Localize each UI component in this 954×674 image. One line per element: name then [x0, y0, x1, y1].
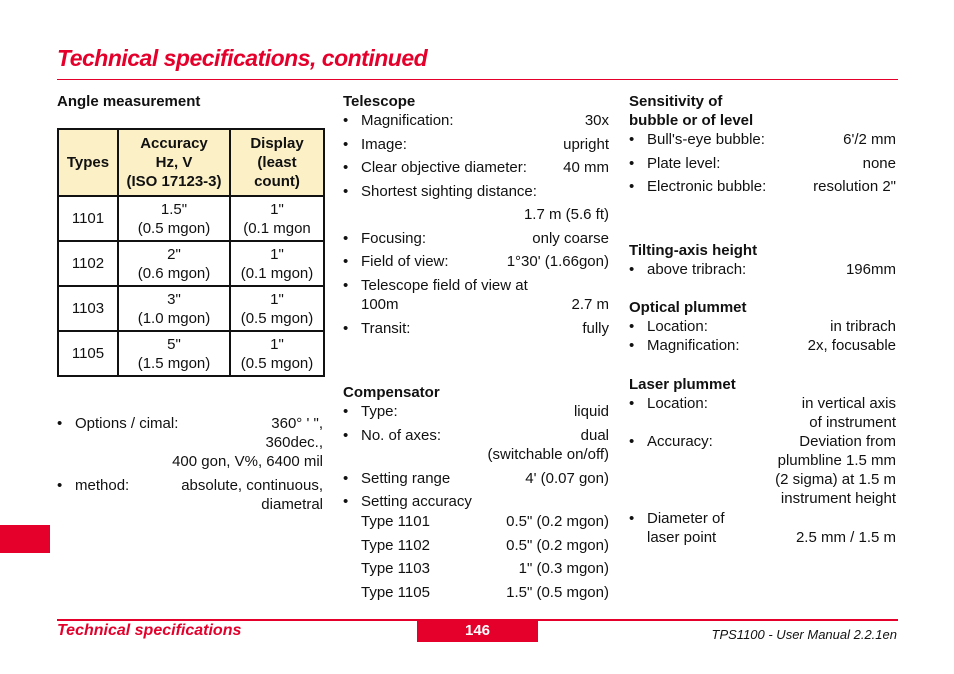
- list-item: [57, 414, 323, 476]
- bullet-icon: •: [629, 395, 635, 412]
- item-label: Electronic bubble:: [647, 178, 767, 195]
- sub-item-label: Type 1102: [361, 536, 430, 554]
- sub-item: [343, 536, 609, 560]
- header-rule: [57, 79, 898, 80]
- sensitivity-heading: Sensitivity of: [629, 93, 723, 110]
- bullet-icon: •: [57, 477, 63, 494]
- table-row: [58, 241, 324, 286]
- bullet-icon: •: [629, 510, 635, 527]
- table-header-row: [58, 129, 324, 196]
- bullet-icon: •: [629, 318, 635, 335]
- item-value: 30x: [584, 112, 609, 129]
- table-cell: 1101: [58, 196, 118, 241]
- list-item: [629, 432, 896, 509]
- table-header-display: Display (least count): [250, 135, 304, 190]
- item-value: 1°30' (1.66gon): [506, 253, 609, 270]
- table-cell: 3" (1.0 mgon): [118, 286, 230, 331]
- item-value: 196mm: [845, 261, 896, 278]
- item-label: Setting accuracy: [361, 493, 472, 510]
- angle-heading: Angle measurement: [57, 93, 201, 110]
- item-value: 4' (0.07 gon): [525, 470, 609, 487]
- table-cell: 1.5" (0.5 mgon): [118, 196, 230, 241]
- table-row: [58, 196, 324, 241]
- table-cell: 1103: [58, 286, 118, 331]
- list-item: [629, 317, 896, 336]
- item-label: Magnification:: [361, 112, 454, 129]
- sub-item-label: Type 1101: [361, 513, 430, 530]
- bullet-icon: •: [629, 337, 635, 354]
- item-label: Shortest sighting distance:: [361, 182, 537, 200]
- list-item: [343, 158, 609, 182]
- sensitivity-section: [629, 92, 896, 196]
- angle-spec-table: [57, 128, 325, 377]
- item-label: Transit:: [361, 319, 411, 337]
- table-row: [58, 286, 324, 331]
- sub-item: [343, 583, 609, 602]
- item-label-cont: 100m: [361, 295, 399, 313]
- list-item: [57, 476, 323, 513]
- bullet-icon: •: [343, 319, 349, 337]
- telescope-heading: Telescope: [343, 93, 416, 110]
- footer-manual-title: TPS1100 - User Manual 2.2.1en: [711, 627, 897, 642]
- bullet-icon: •: [629, 178, 635, 195]
- list-item: [629, 260, 896, 279]
- list-item: [343, 319, 609, 338]
- bullet-icon: •: [343, 112, 349, 129]
- item-value: 2x, focusable: [807, 337, 896, 354]
- list-item: [629, 509, 896, 547]
- table-cell: 1102: [58, 241, 118, 286]
- item-value: 40 mm: [563, 159, 609, 176]
- bullet-icon: •: [343, 493, 349, 510]
- item-label: No. of axes:: [361, 427, 442, 444]
- item-label: Accuracy:: [647, 433, 713, 450]
- item-value: 2.7 m: [571, 295, 609, 313]
- table-cell: 5" (1.5 mgon): [118, 331, 230, 376]
- tilting-section: [629, 241, 896, 279]
- item-label: Location:: [647, 318, 708, 335]
- bullet-icon: •: [629, 261, 635, 278]
- bullet-icon: •: [343, 159, 349, 176]
- bullet-icon: •: [343, 470, 349, 487]
- compensator-heading: Compensator: [343, 384, 440, 401]
- list-item: [343, 402, 609, 426]
- sub-item-value: 1" (0.3 mgon): [518, 560, 609, 577]
- footer-section-title: Technical specifications: [57, 622, 242, 639]
- item-value-cont: (switchable on/off): [487, 446, 609, 463]
- item-label: Image:: [361, 135, 407, 153]
- telescope-section: [343, 92, 609, 338]
- item-value: absolute, continuous, diametral: [181, 477, 323, 513]
- table-header-types: Types: [66, 154, 110, 171]
- item-value: none: [862, 154, 896, 172]
- bullet-icon: •: [57, 415, 63, 432]
- optical-plummet-section: [629, 298, 896, 355]
- compensator-section: [343, 383, 609, 602]
- item-value: Deviation from plumbline 1.5 mm (2 sigma) at 1.5 m instrument height: [775, 433, 896, 507]
- tilting-heading: Tilting-axis height: [629, 242, 758, 259]
- table-cell: 1" (0.1 mgon): [230, 241, 324, 286]
- table-row: [58, 331, 324, 376]
- sub-item: [343, 512, 609, 536]
- table-cell: 1105: [58, 331, 118, 376]
- bullet-icon: •: [343, 427, 349, 444]
- item-label: Telescope field of view at: [361, 276, 528, 294]
- table-cell: 1" (0.5 mgon): [230, 331, 324, 376]
- item-label: Plate level:: [647, 154, 721, 172]
- bullet-icon: •: [343, 182, 349, 200]
- sub-item-label: Type 1103: [361, 560, 430, 577]
- optical-heading: Optical plummet: [629, 299, 747, 316]
- angle-options-list: [57, 414, 323, 513]
- list-item: [629, 394, 896, 432]
- bullet-icon: •: [343, 276, 349, 294]
- item-value: in tribrach: [830, 318, 896, 335]
- list-item: [343, 111, 609, 135]
- table-cell: 2" (0.6 mgon): [118, 241, 230, 286]
- item-label: Setting range: [361, 470, 451, 487]
- list-item: [343, 276, 609, 319]
- item-value: 1.7 m (5.6 ft): [523, 206, 609, 223]
- list-item: [629, 177, 896, 196]
- item-label: above tribrach:: [647, 261, 747, 278]
- item-label: method:: [75, 477, 130, 494]
- list-item: [343, 469, 609, 492]
- sub-item-label: Type 1105: [361, 583, 430, 601]
- page-title: Technical specifications, continued: [57, 45, 428, 71]
- laser-heading: Laser plummet: [629, 376, 736, 393]
- table-header-cell: [230, 129, 324, 196]
- bullet-icon: •: [343, 253, 349, 270]
- table-cell: 1" (0.5 mgon): [230, 286, 324, 331]
- item-label: Type:: [361, 403, 398, 420]
- laser-plummet-section: [629, 375, 896, 547]
- item-value: 6'/2 mm: [843, 131, 896, 148]
- side-tab-marker: [0, 525, 50, 553]
- list-item: [343, 426, 609, 469]
- item-value: dual: [580, 427, 609, 444]
- page-number: 146: [417, 621, 538, 642]
- sub-item-value: 0.5" (0.2 mgon): [506, 536, 609, 554]
- list-item: [343, 229, 609, 253]
- table-header-accuracy: Accuracy Hz, V (ISO 17123-3): [126, 135, 222, 190]
- item-value: upright: [563, 135, 609, 153]
- table-header-cell: [58, 129, 118, 196]
- item-label: Clear objective diameter:: [361, 159, 527, 176]
- item-label: Field of view:: [361, 253, 449, 270]
- sub-item-value: 1.5" (0.5 mgon): [506, 583, 609, 601]
- table-header-cell: [118, 129, 230, 196]
- bullet-icon: •: [629, 154, 635, 172]
- item-label: Focusing:: [361, 229, 427, 247]
- list-item: [343, 492, 609, 512]
- item-value: resolution 2": [813, 178, 896, 195]
- bullet-icon: •: [629, 433, 635, 450]
- bullet-icon: •: [629, 131, 635, 148]
- item-value: liquid: [573, 403, 609, 420]
- item-value: only coarse: [532, 229, 609, 247]
- list-item: [629, 130, 896, 154]
- sub-item-value: 0.5" (0.2 mgon): [506, 513, 609, 530]
- list-item: [629, 154, 896, 178]
- bullet-icon: •: [343, 135, 349, 153]
- item-label: Location:: [647, 395, 708, 412]
- item-label: Options / cimal:: [75, 415, 179, 432]
- list-item: [343, 135, 609, 159]
- item-value: fully: [582, 319, 609, 337]
- list-item: [629, 336, 896, 355]
- list-item: [343, 182, 609, 229]
- sensitivity-heading-cont: bubble or of level: [629, 112, 754, 129]
- item-label: Diameter of laser point: [647, 510, 725, 546]
- item-value: 360° ' ", 360dec., 400 gon, V%, 6400 mil: [172, 415, 323, 470]
- list-item: [343, 252, 609, 276]
- bullet-icon: •: [343, 403, 349, 420]
- item-label: Bull's-eye bubble:: [647, 131, 765, 148]
- item-value: 2.5 mm / 1.5 m: [795, 529, 896, 546]
- item-value: in vertical axis of instrument: [801, 395, 896, 431]
- item-label: Magnification:: [647, 337, 740, 354]
- table-cell: 1" (0.1 mgon: [230, 196, 324, 241]
- bullet-icon: •: [343, 229, 349, 247]
- sub-item: [343, 559, 609, 583]
